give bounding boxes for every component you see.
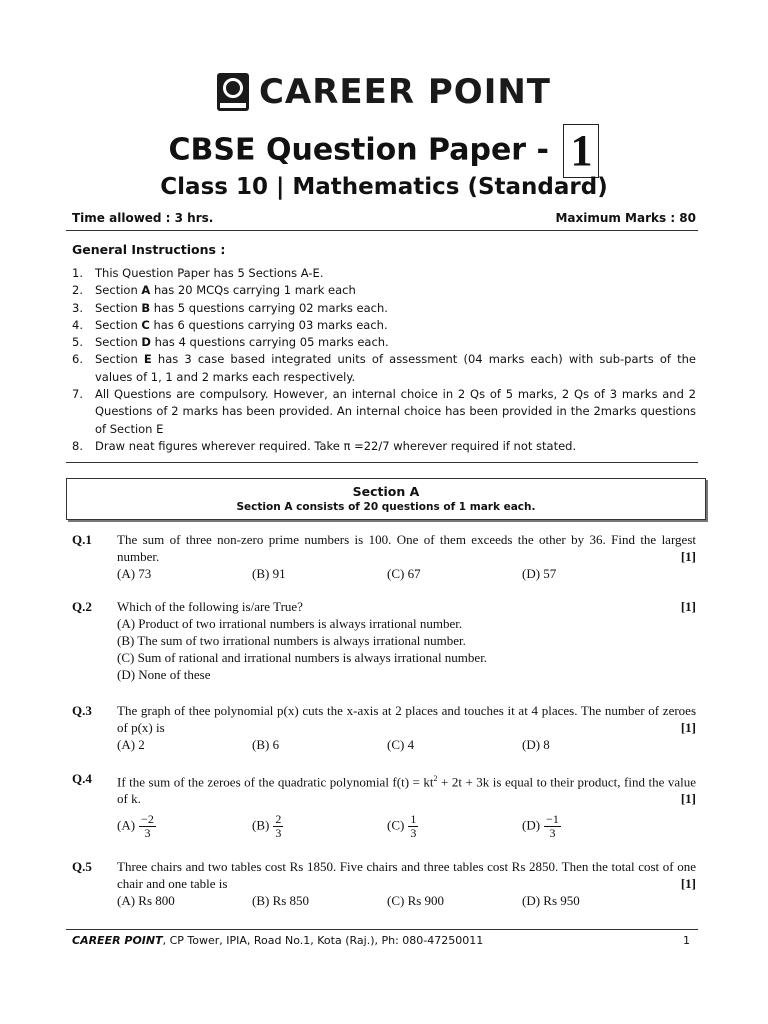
- instruction-item: 6. Section E has 3 case based integrated units of assessment (04 marks each) with sub-parts of the values of 1, 1 and 2 marks each respectively.: [72, 352, 696, 384]
- question-number: Q.2: [72, 599, 92, 614]
- question-5: [72, 858, 696, 909]
- page-footer: [72, 934, 690, 947]
- page-number: 1: [683, 934, 690, 947]
- option: (A) Product of two irrational numbers is always irrational number.: [117, 616, 463, 631]
- fraction: $\frac{-1}{3}$: [546, 812, 559, 841]
- divider: [66, 230, 698, 231]
- options-row: [117, 813, 696, 840]
- options-row: [117, 736, 696, 753]
- fraction: $\frac{1}{3}$: [410, 812, 417, 841]
- option: (A) $\frac{-2}{3}$: [117, 812, 154, 841]
- footer-brand: CAREER POINT: [72, 934, 163, 947]
- section-subtitle: Section A consists of 20 questions of 1 mark each.: [236, 501, 536, 513]
- question-marks: [1]: [680, 599, 696, 614]
- question-marks: [1]: [680, 720, 696, 735]
- option: (C) $\frac{1}{3}$: [387, 812, 417, 841]
- career-point-logo: [0, 72, 768, 112]
- question-4: [72, 770, 696, 840]
- option: (C) Rs 900: [387, 893, 445, 908]
- question-3: [72, 702, 696, 753]
- option: (B) 91: [252, 566, 286, 581]
- option: (B) $\frac{2}{3}$: [252, 812, 282, 841]
- option: (D) $\frac{-1}{3}$: [522, 812, 559, 841]
- instruction-item: 3. Section B has 5 questions carrying 02 marks each.: [72, 300, 388, 315]
- option: (C) Sum of rational and irrational numbers is always irrational number.: [117, 650, 488, 665]
- question-number: Q.3: [72, 703, 92, 718]
- instruction-item: 1. This Question Paper has 5 Sections A-E.: [72, 266, 324, 280]
- option: (B) 6: [252, 737, 280, 752]
- logo-text: CAREER POINT: [258, 72, 552, 112]
- question-2: [72, 598, 696, 683]
- paper-number-badge: 1: [563, 124, 599, 178]
- question-text: Three chairs and two tables cost Rs 1850. Five chairs and three tables cost Rs 2850. Then the total cost of one chair and one table is [1]: [117, 859, 696, 891]
- fraction: $\frac{2}{3}$: [275, 812, 282, 841]
- section-header-box: [66, 478, 706, 520]
- question-text: If the sum of the zeroes of the quadratic polynomial $f(t) = kt^2 + 2t + 3k$ is equal to their product, find the value of k. [1]: [117, 774, 696, 807]
- maximum-marks: Maximum Marks : 80: [555, 211, 696, 225]
- page-subtitle: Class 10 | Mathematics (Standard): [160, 174, 608, 200]
- question-number: Q.4: [72, 771, 92, 786]
- page-title: [0, 124, 768, 178]
- option: (D) 57: [522, 566, 557, 581]
- question-number: Q.1: [72, 532, 92, 547]
- instruction-item: 5. Section D has 4 questions carrying 05 marks each.: [72, 335, 389, 350]
- option: (D) Rs 950: [522, 893, 580, 908]
- option: (B) The sum of two irrational numbers is always irrational number.: [117, 633, 466, 648]
- question-marks: [1]: [680, 876, 696, 891]
- instruction-item: 8. Draw neat figures wherever required. Take π =22/7 wherever required if not stated.: [72, 438, 577, 453]
- time-allowed: Time allowed : 3 hrs.: [72, 211, 214, 225]
- question-text: Which of the following is/are True? [1]: [117, 599, 696, 614]
- question-1: [72, 531, 696, 582]
- career-point-emblem-icon: [217, 73, 249, 111]
- section-title: Section A: [352, 484, 420, 499]
- question-text: The sum of three non-zero prime numbers is 100. One of them exceeds the other by 36. Find the largest number. [1]: [117, 532, 696, 564]
- option: (C) 4: [387, 737, 415, 752]
- instructions-heading: General Instructions :: [72, 242, 226, 257]
- exam-meta: [72, 211, 696, 225]
- footer-divider: [66, 929, 698, 930]
- question-marks: [1]: [680, 549, 696, 564]
- question-marks: [1]: [680, 791, 696, 807]
- option: (D) 8: [522, 737, 550, 752]
- option: (C) 67: [387, 566, 421, 581]
- options-row: [117, 565, 696, 582]
- instruction-item: 7. All Questions are compulsory. However, an internal choice in 2 Qs of 5 marks, 2 Qs of 3 marks and 2 Questions of 2 marks has been provided. An internal choice has been provided in the 2marks questions of Section E: [72, 387, 696, 436]
- title-text: CBSE Question Paper -: [168, 132, 549, 168]
- divider: [66, 462, 698, 463]
- options-row: [117, 892, 696, 909]
- option: (A) Rs 800: [117, 893, 175, 908]
- option: (A) 2: [117, 737, 145, 752]
- question-number: Q.5: [72, 859, 92, 874]
- question-text: The graph of thee polynomial p(x) cuts the x-axis at 2 places and touches it at 4 places. The number of zeroes of p(x) is [1]: [117, 703, 696, 735]
- fraction: $\frac{-2}{3}$: [141, 812, 154, 841]
- option: (D) None of these: [117, 667, 211, 682]
- instruction-item: 4. Section C has 6 questions carrying 03 marks each.: [72, 317, 388, 332]
- footer-address-line: CAREER POINT, CP Tower, IPIA, Road No.1, Kota (Raj.), Ph: 080-47250011: [72, 934, 484, 947]
- instructions-list: [72, 265, 696, 455]
- instruction-item: 2. Section A has 20 MCQs carrying 1 mark each: [72, 283, 356, 298]
- option: (A) 73: [117, 566, 152, 581]
- option: (B) Rs 850: [252, 893, 310, 908]
